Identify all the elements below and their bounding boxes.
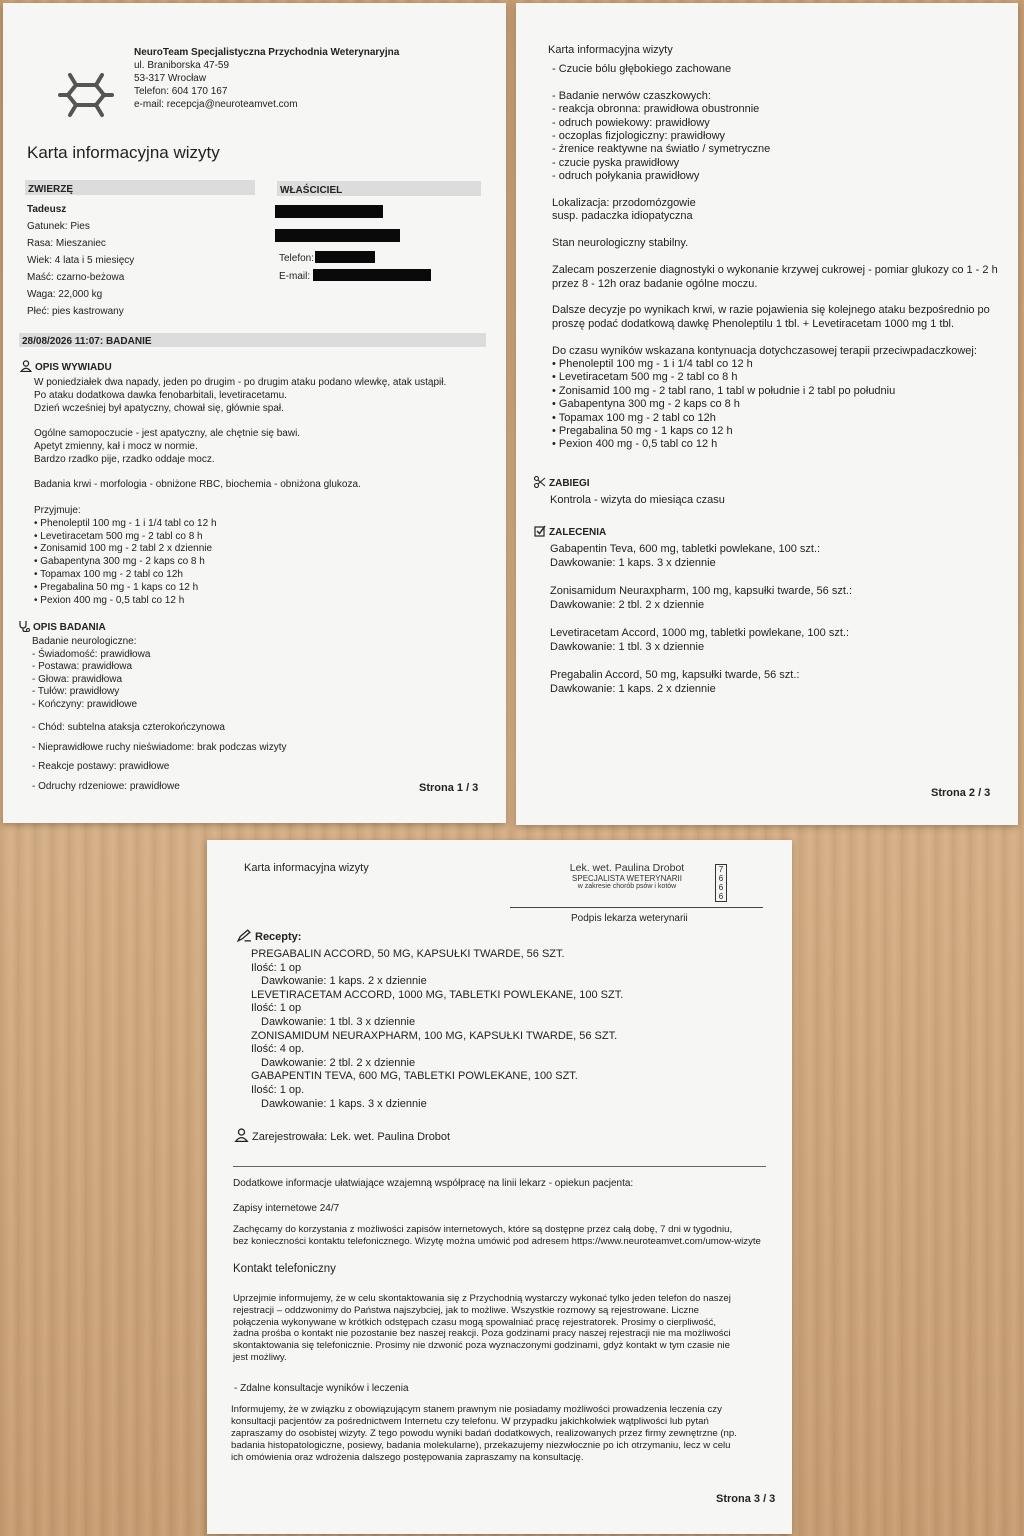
prescription-drug: ZONISAMIDUM NEURAXPHARM, 100 MG, KAPSUŁKI TWARDE, 56 SZT. (251, 1029, 618, 1042)
recommendation-dose: Dawkowanie: 1 tbl. 3 x dziennie (550, 640, 705, 653)
recommendation-drug: Gabapentin Teva, 600 mg, tabletki powlekane, 100 szt.: (550, 543, 821, 555)
owner-section-header: WŁAŚCICIEL (277, 181, 481, 196)
recommendations-section-title (534, 525, 606, 539)
prescription-quantity: Ilość: 4 op. (251, 1043, 305, 1056)
recommendation-item (550, 627, 852, 654)
phone-contact-line: rejestracji – oddzwonimy do Państwa najszybciej, jak to możliwe. Wszystkie rozmowy są rejestrowane. Liczne (233, 1304, 700, 1316)
exam-continuation-line: proszę podać dodatkową dawkę Phenoleptilu 1 tbl. + Levetiracetam 1000 mg 1 tbl. (552, 317, 955, 330)
exam-continuation-line: susp. padaczka idiopatyczna (552, 210, 693, 223)
recommendation-item (550, 669, 852, 696)
exam-continuation-text (552, 63, 998, 452)
history-text (34, 377, 446, 607)
exam-continuation-line (552, 224, 998, 237)
exam-continuation-line: • Zonisamid 100 mg - 2 tabl rano, 1 tabl w południe i 2 tabl po południu (552, 384, 896, 397)
prescription-drug: GABAPENTIN TEVA, 600 MG, TABLETKI POWLEKANE, 100 SZT. (251, 1070, 578, 1083)
history-line: • Phenoleptil 100 mg - 1 i 1/4 tabl co 12 h (34, 517, 217, 529)
remote-consult-line: konsultacji pacjentów za pośrednictwem Internetu czy telefonu. W przypadku jakichkolwiek wątpliwości lub pytań (231, 1416, 709, 1427)
prescription-drug: LEVETIRACETAM ACCORD, 1000 MG, TABLETKI POWLEKANE, 100 SZT. (251, 988, 624, 1001)
exam-continuation-line: • Topamax 100 mg - 2 tabl co 12h (552, 411, 716, 424)
owner-phone-label: Telefon: (279, 253, 315, 264)
exam-continuation-line: - czucie pyska prawidłowy (552, 156, 680, 169)
online-booking-line: bez konieczności kontaktu telefonicznego. Wizytę można umówić pod adresem https://www.neuroteamvet.com/umow-wizyte (233, 1236, 761, 1247)
clinic-info (134, 46, 399, 111)
remote-consult-line: ich omówienia oraz wdrożenia dalszego postępowania zapraszamy na konsultację. (231, 1452, 584, 1463)
phone-contact-line: połączenia wykonywane w krótkich odstępach czasu mogą spowalniać pracę rejestratorek. Prosimy o cierpliwość, (233, 1316, 717, 1328)
history-line: W poniedziałek dwa napady, jeden po drugim - po drugim ataku podano wlewkę, atak ustąpił. (34, 377, 447, 388)
signature-line (510, 907, 763, 908)
clinic-city: 53-317 Wrocław (134, 73, 207, 84)
procedures-text: Kontrola - wizyta do miesiąca czasu (550, 494, 725, 506)
registered-by (234, 1128, 450, 1145)
exam-continuation-line: - źrenice reaktywne na światło / symetryczne (552, 143, 771, 156)
prescription-item (251, 948, 623, 989)
prescription-dose: Dawkowanie: 1 kaps. 3 x dziennie (261, 1097, 427, 1110)
recommendation-dose: Dawkowanie: 2 tbl. 2 x dziennie (550, 598, 705, 611)
recommendations-title: ZALECENIA (549, 527, 607, 538)
exam-line: - Nieprawidłowe ruchy nieświadome: brak podczas wizyty (32, 741, 287, 753)
doctor-stamp (567, 862, 687, 890)
owner-email-label: E-mail: (279, 271, 311, 282)
exam-continuation-line: - oczoplas fizjologiczny: prawidłowy (552, 130, 726, 143)
stethoscope-icon (18, 620, 30, 632)
clinic-logo-icon (58, 71, 114, 119)
recommendation-item (550, 543, 852, 570)
exam-continuation-line (552, 291, 998, 304)
info-intro: Dodatkowe informacje ułatwiające wzajemną współpracę na linii lekarz - opiekun pacjenta: (233, 1178, 634, 1189)
exam-section-title (18, 620, 106, 634)
phone-contact-line: jest możliwy. (233, 1351, 287, 1363)
document-page-2 (516, 3, 1018, 825)
exam-continuation-line: • Phenoleptil 100 mg - 1 i 1/4 tabl co 12 h (552, 357, 753, 370)
prescriptions-title: Recepty: (255, 931, 302, 943)
online-booking-line: Zachęcamy do korzystania z możliwości zapisów internetowych, które są dostępne przez całą dobę, 7 dni w tygodniu, (233, 1224, 733, 1235)
exam-line: - Kończyny: prawidłowe (32, 698, 138, 710)
stamp-number-digit: 6 (718, 892, 724, 901)
prescription-item (251, 1030, 623, 1071)
exam-continuation-line: Do czasu wyników wskazana kontynuacja dotychczasowej terapii przeciwpadaczkowej: (552, 344, 977, 357)
prescription-quantity: Ilość: 1 op (251, 961, 302, 974)
procedures-title: ZABIEGI (549, 478, 590, 489)
animal-section-header: ZWIERZĘ (25, 180, 255, 195)
redacted-owner-address (275, 229, 400, 242)
remote-consult-title: - Zdalne konsultacje wyników i leczenia (234, 1383, 409, 1394)
history-line: Dzień wcześniej był apatyczny, chował się, głównie spał. (34, 402, 284, 414)
page-number: Strona 2 / 3 (931, 787, 991, 799)
prescription-dose: Dawkowanie: 1 kaps. 2 x dziennie (261, 975, 427, 988)
prescription-item (251, 989, 623, 1030)
recommendation-dose: Dawkowanie: 1 kaps. 3 x dziennie (550, 556, 716, 569)
exam-continuation-line: - odruch połykania prawidłowy (552, 170, 700, 183)
remote-consult-line: zapraszamy do osobistej wizyty. Z tego powodu wyniki badań dodatkowych, realizowanych przez firmy zewnętrzne (np. (231, 1428, 737, 1439)
remote-consult-text (231, 1404, 737, 1464)
exam-continuation-line: • Levetiracetam 500 mg - 2 tabl co 8 h (552, 371, 738, 384)
animal-sex: Płeć: pies kastrowany (27, 306, 124, 317)
exam-continuation-line: Lokalizacja: przodomózgowie (552, 197, 696, 210)
exam-continuation-line: • Pregabalina 50 mg - 1 kaps co 12 h (552, 424, 733, 437)
history-line (34, 492, 446, 505)
phone-contact-text (233, 1293, 731, 1364)
page-title: Karta informacyjna wizyty (548, 44, 673, 56)
animal-breed: Rasa: Mieszaniec (27, 238, 106, 249)
animal-details (27, 201, 134, 320)
page-number: Strona 3 / 3 (716, 1493, 776, 1505)
history-line: • Zonisamid 100 mg - 2 tabl 2 x dziennie (34, 543, 213, 555)
stamp-scope: w zakresie chorób psów i kotów (577, 883, 677, 890)
prescription-dose: Dawkowanie: 2 tbl. 2 x dziennie (261, 1056, 416, 1069)
stamp-number (715, 864, 727, 902)
exam-line: - Reakcje postawy: prawidłowe (32, 761, 170, 772)
stamp-doctor-name: Lek. wet. Paulina Drobot (569, 862, 685, 874)
exam-continuation-line (552, 251, 998, 264)
phone-contact-line: Uprzejmie informujemy, że w celu skontaktowania się z Przychodnią wystarczy wykonać tylko jeden telefon do naszej (233, 1293, 731, 1304)
phone-contact-line: skontaktowania się telefonicznie. Prosimy nie dzwonić poza wyznaczonymi godzinami, gdyż kontakt w tym czasie nie (233, 1340, 730, 1352)
clinic-name: NeuroTeam Specjalistyczna Przychodnia Weterynaryjna (134, 47, 400, 58)
section-divider (233, 1166, 766, 1167)
history-line: • Pregabalina 50 mg - 1 kaps co 12 h (34, 581, 199, 593)
history-line: • Gabapentyna 300 mg - 2 kaps co 8 h (34, 556, 205, 568)
visit-header: 28/08/2026 11:07: BADANIE (19, 333, 486, 347)
exam-continuation-line: - odruch powiekowy: prawidłowy (552, 116, 710, 129)
exam-line: - Postawa: prawidłowa (32, 661, 133, 673)
exam-continuation-line (552, 331, 998, 344)
signature-label: Podpis lekarza weterynarii (571, 913, 688, 924)
exam-continuation-line: Zalecam poszerzenie diagnostyki o wykonanie krzywej cukrowej - pomiar glukozy co 1 - 2 h (552, 264, 998, 277)
exam-continuation-line: przez 8 - 12h oraz badanie ogólne moczu. (552, 277, 758, 290)
exam-continuation-line: - Badanie nerwów czaszkowych: (552, 89, 711, 102)
animal-name: Tadeusz (27, 204, 67, 215)
online-booking-title: Zapisy internetowe 24/7 (233, 1203, 340, 1214)
prescription-dose: Dawkowanie: 1 tbl. 3 x dziennie (261, 1015, 416, 1028)
exam-extra-text (32, 718, 287, 796)
stamp-title: SPECJALISTA WETERYNARII (572, 874, 682, 883)
history-line: • Topamax 100 mg - 2 tabl co 12h (34, 568, 183, 580)
exam-line: - Odruchy rdzeniowe: prawidłowe (32, 780, 180, 792)
redacted-owner-phone (315, 251, 375, 263)
scissors-icon (534, 476, 546, 488)
checkbox-icon (534, 525, 546, 537)
page-number: Strona 1 / 3 (419, 782, 479, 794)
phone-contact-title: Kontakt telefoniczny (233, 1263, 336, 1275)
prescriptions-list (251, 948, 623, 1111)
history-line: Ogólne samopoczucie - jest apatyczny, ale chętnie się bawi. (34, 428, 301, 440)
history-line: Badania krwi - morfologia - obniżone RBC, biochemia - obniżona glukoza. (34, 479, 361, 491)
clinic-phone: Telefon: 604 170 167 (134, 86, 228, 97)
exam-line: - Chód: subtelna ataksja czterokończynowa (32, 722, 225, 733)
prescription-drug: PREGABALIN ACCORD, 50 MG, KAPSUŁKI TWARDE, 56 SZT. (251, 948, 565, 960)
exam-line: - Głowa: prawidłowa (32, 673, 123, 685)
exam-line: - Świadomość: prawidłowa (32, 648, 151, 660)
document-page-1 (3, 3, 506, 823)
exam-continuation-line: • Gabapentyna 300 mg - 2 kaps co 8 h (552, 398, 740, 411)
animal-age: Wiek: 4 lata i 5 miesięcy (27, 255, 135, 266)
prescription-item (251, 1070, 623, 1111)
recommendation-item (550, 585, 852, 612)
prescriptions-section-title (237, 929, 301, 945)
history-line: Apetyt zmienny, kał i mocz w normie. (34, 440, 198, 452)
exam-continuation-line: - reakcja obronna: prawidłowa obustronnie (552, 103, 760, 116)
phone-contact-line: żadna prośba o kontakt nie pozostanie bez naszej reakcji. Poza godzinami pracy naszej rejestracji nie ma możliwości (233, 1328, 731, 1340)
registered-by-text: Zarejestrowała: Lek. wet. Paulina Drobot (252, 1131, 451, 1143)
stamp-number-digit: 6 (718, 874, 724, 883)
exam-line: - Tułów: prawidłowy (32, 686, 120, 698)
redacted-owner-email (313, 269, 431, 281)
history-line: • Pexion 400 mg - 0,5 tabl co 12 h (34, 594, 185, 606)
redacted-owner-name (275, 205, 383, 218)
animal-species: Gatunek: Pies (27, 221, 90, 232)
exam-continuation-line: Dalsze decyzje po wynikach krwi, w razie pojawienia się kolejnego ataku bezpośrednio po (552, 304, 990, 317)
stamp-number-digit: 7 (718, 865, 724, 874)
pen-prescription-icon (237, 929, 252, 942)
recommendation-drug: Levetiracetam Accord, 1000 mg, tabletki powlekane, 100 szt.: (550, 627, 849, 639)
exam-continuation-line: - Czucie bólu głębokiego zachowane (552, 63, 732, 75)
prescription-quantity: Ilość: 1 op (251, 1002, 302, 1015)
clinic-street: ul. Braniborska 47-59 (134, 60, 230, 71)
history-section-title (20, 360, 112, 374)
clinic-email: e-mail: recepcja@neuroteamvet.com (134, 99, 298, 110)
history-title: OPIS WYWIADU (35, 362, 112, 373)
exam-text (32, 636, 150, 712)
history-line: • Levetiracetam 500 mg - 2 tabl co 8 h (34, 530, 203, 542)
person-icon (20, 360, 32, 372)
person-icon (234, 1128, 249, 1142)
procedures-section-title (534, 476, 590, 490)
animal-weight: Waga: 22,000 kg (27, 289, 103, 300)
prescription-quantity: Ilość: 1 op. (251, 1083, 305, 1096)
history-line (34, 467, 446, 480)
recommendations-list (550, 543, 852, 711)
page-title: Karta informacyjna wizyty (27, 143, 220, 162)
recommendation-dose: Dawkowanie: 1 kaps. 2 x dziennie (550, 682, 716, 695)
exam-line: Badanie neurologiczne: (32, 636, 137, 647)
document-page-3 (207, 840, 792, 1534)
exam-title: OPIS BADANIA (33, 622, 106, 633)
page-title: Karta informacyjna wizyty (244, 862, 369, 874)
remote-consult-line: Informujemy, że w związku z obowiązującym stanem prawnym nie posiadamy możliwości prowadzenia leczenia czy (231, 1404, 722, 1415)
exam-continuation-line: • Pexion 400 mg - 0,5 tabl co 12 h (552, 438, 718, 451)
online-booking-text (233, 1224, 761, 1248)
history-line (34, 415, 446, 428)
remote-consult-line: badania histopatologiczne, posiewy, badania molekularne), przekazujemy niezwłocznie po ich otrzymaniu, lecz w celu (231, 1440, 731, 1451)
exam-continuation-line (552, 76, 998, 89)
exam-continuation-line: Stan neurologiczny stabilny. (552, 237, 689, 250)
stamp-number-digit: 6 (718, 883, 724, 892)
history-line: Przyjmuje: (34, 504, 81, 516)
recommendation-drug: Pregabalin Accord, 50 mg, kapsułki twarde, 56 szt.: (550, 669, 800, 681)
recommendation-drug: Zonisamidum Neuraxpharm, 100 mg, kapsułki twarde, 56 szt.: (550, 585, 853, 597)
animal-color: Maść: czarno-beżowa (27, 272, 125, 283)
history-line: Po ataku dodatkowa dawka fenobarbitali, levetiracetamu. (34, 389, 287, 401)
exam-continuation-line (552, 184, 998, 197)
history-line: Bardzo rzadko pije, rzadko oddaje mocz. (34, 453, 215, 465)
